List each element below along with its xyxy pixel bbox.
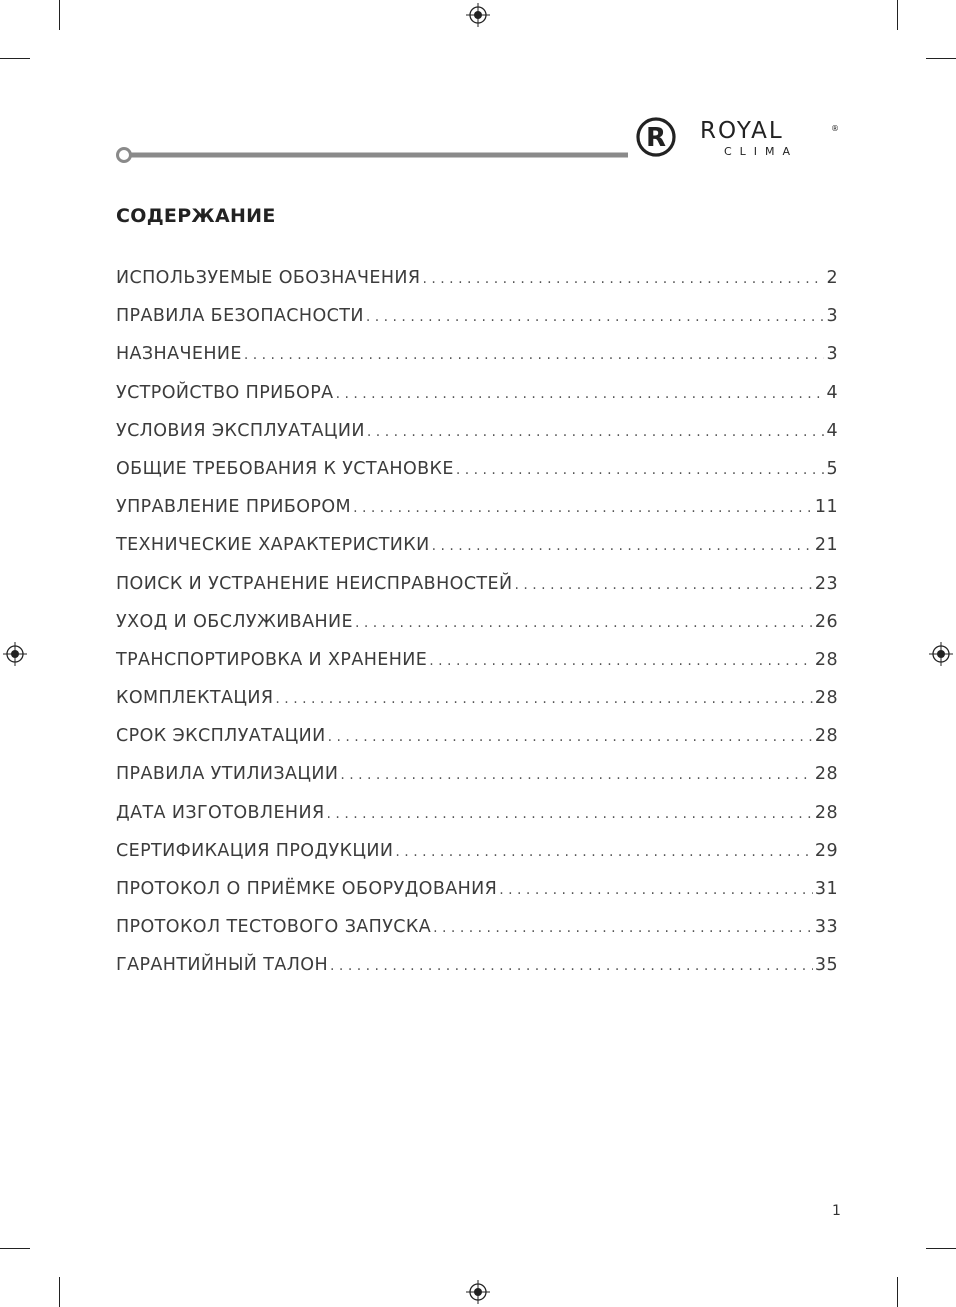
- toc-page: 21: [814, 535, 838, 556]
- toc-item[interactable]: [116, 917, 838, 955]
- toc-label: ТРАНСПОРТИРОВКА И ХРАНЕНИЕ: [116, 649, 428, 670]
- toc-leader: [328, 729, 813, 745]
- toc-item[interactable]: [116, 650, 838, 688]
- page-title: СОДЕРЖАНИЕ: [116, 205, 276, 227]
- toc-label: УСЛОВИЯ ЭКСПЛУАТАЦИИ: [116, 420, 365, 441]
- toc-item[interactable]: [116, 535, 838, 573]
- logo-registered: ®: [831, 124, 839, 133]
- registration-mark-icon: [3, 642, 27, 666]
- toc-label: ОБЩИЕ ТРЕБОВАНИЯ К УСТАНОВКЕ: [116, 458, 454, 479]
- toc-label: УХОД И ОБСЛУЖИВАНИЕ: [116, 611, 353, 632]
- toc-page: 28: [814, 649, 838, 670]
- crop-mark: [897, 1277, 898, 1307]
- toc-label: УСТРОЙСТВО ПРИБОРА: [116, 382, 334, 403]
- crop-mark: [897, 0, 898, 30]
- toc-item[interactable]: [116, 459, 838, 497]
- toc-leader: [433, 920, 813, 936]
- toc-leader: [456, 462, 825, 478]
- toc-item[interactable]: [116, 268, 838, 306]
- toc-item[interactable]: [116, 383, 838, 421]
- toc-item[interactable]: [116, 306, 838, 344]
- toc-label: УПРАВЛЕНИЕ ПРИБОРОМ: [116, 497, 352, 518]
- toc-label: КОМПЛЕКТАЦИЯ: [116, 688, 274, 709]
- toc-item[interactable]: [116, 726, 838, 764]
- page-number: 1: [832, 1203, 841, 1219]
- toc-item[interactable]: [116, 574, 838, 612]
- toc-item[interactable]: [116, 612, 838, 650]
- toc-page: 11: [814, 497, 838, 518]
- toc-page: 29: [814, 840, 838, 861]
- royal-clima-logo: [636, 115, 842, 161]
- crop-mark: [59, 0, 60, 30]
- toc-leader: [422, 271, 824, 287]
- toc-label: СЕРТИФИКАЦИЯ ПРОДУКЦИИ: [116, 840, 394, 861]
- registration-mark-icon: [466, 3, 490, 27]
- toc-page: 28: [814, 802, 838, 823]
- toc-item[interactable]: [116, 841, 838, 879]
- toc-page: 31: [814, 879, 838, 899]
- logo-name: ROYAL: [700, 118, 784, 144]
- toc-leader: [336, 386, 825, 402]
- toc-item[interactable]: [116, 688, 838, 726]
- registration-mark-icon: [466, 1280, 490, 1304]
- toc-page: 28: [814, 688, 838, 709]
- toc-page: 28: [814, 726, 838, 747]
- header-divider: [116, 145, 628, 165]
- toc-item[interactable]: [116, 344, 838, 382]
- toc-label: ГАРАНТИЙНЫЙ ТАЛОН: [116, 955, 329, 976]
- toc-item[interactable]: [116, 955, 838, 993]
- toc-leader: [514, 577, 812, 593]
- toc-leader: [499, 882, 813, 898]
- toc-leader: [432, 538, 813, 554]
- logo-sub: CLIMA: [724, 145, 799, 158]
- toc-leader: [330, 958, 813, 974]
- toc-leader: [366, 309, 825, 325]
- toc-page: 28: [814, 764, 838, 785]
- toc-label: ПРОТОКОЛ О ПРИЁМКЕ ОБОРУДОВАНИЯ: [116, 879, 498, 899]
- toc-page: 35: [814, 955, 838, 976]
- toc-label: ПРАВИЛА БЕЗОПАСНОСТИ: [116, 306, 364, 327]
- toc-item[interactable]: [116, 497, 838, 535]
- toc-page: 23: [814, 573, 838, 594]
- toc-item[interactable]: [116, 879, 838, 917]
- crop-mark: [0, 58, 30, 59]
- toc-label: ПОИСК И УСТРАНЕНИЕ НЕИСПРАВНОСТЕЙ: [116, 573, 513, 594]
- toc-page: 3: [826, 344, 838, 365]
- toc-leader: [395, 844, 813, 860]
- toc-label: НАЗНАЧЕНИЕ: [116, 344, 242, 365]
- toc-leader: [429, 653, 813, 669]
- toc-label: ТЕХНИЧЕСКИЕ ХАРАКТЕРИСТИКИ: [116, 535, 430, 556]
- toc-page: 2: [826, 268, 838, 288]
- toc-label: ПРОТОКОЛ ТЕСТОВОГО ЗАПУСКА: [116, 917, 432, 938]
- toc-leader: [244, 347, 825, 363]
- toc-item[interactable]: [116, 764, 838, 802]
- toc-label: ПРАВИЛА УТИЛИЗАЦИИ: [116, 764, 339, 785]
- toc-page: 26: [814, 611, 838, 632]
- toc-leader: [353, 500, 813, 516]
- toc-page: 4: [826, 420, 838, 441]
- logo-letter: R: [645, 123, 667, 153]
- toc-leader: [340, 767, 813, 783]
- toc-page: 33: [814, 917, 838, 938]
- toc-label: СРОК ЭКСПЛУАТАЦИИ: [116, 726, 326, 747]
- toc-label: ДАТА ИЗГОТОВЛЕНИЯ: [116, 802, 325, 823]
- toc-label: ИСПОЛЬЗУЕМЫЕ ОБОЗНАЧЕНИЯ: [116, 268, 421, 288]
- crop-mark: [926, 58, 956, 59]
- table-of-contents: [116, 268, 838, 994]
- logo-mark-icon: [636, 117, 676, 157]
- toc-leader: [275, 691, 813, 707]
- crop-mark: [926, 1248, 956, 1249]
- toc-item[interactable]: [116, 421, 838, 459]
- toc-leader: [367, 424, 825, 440]
- toc-page: 5: [826, 458, 838, 479]
- toc-leader: [327, 806, 813, 822]
- toc-item[interactable]: [116, 803, 838, 841]
- toc-page: 4: [826, 382, 838, 403]
- registration-mark-icon: [929, 642, 953, 666]
- crop-mark: [59, 1277, 60, 1307]
- toc-page: 3: [826, 306, 838, 327]
- toc-leader: [355, 615, 813, 631]
- crop-mark: [0, 1248, 30, 1249]
